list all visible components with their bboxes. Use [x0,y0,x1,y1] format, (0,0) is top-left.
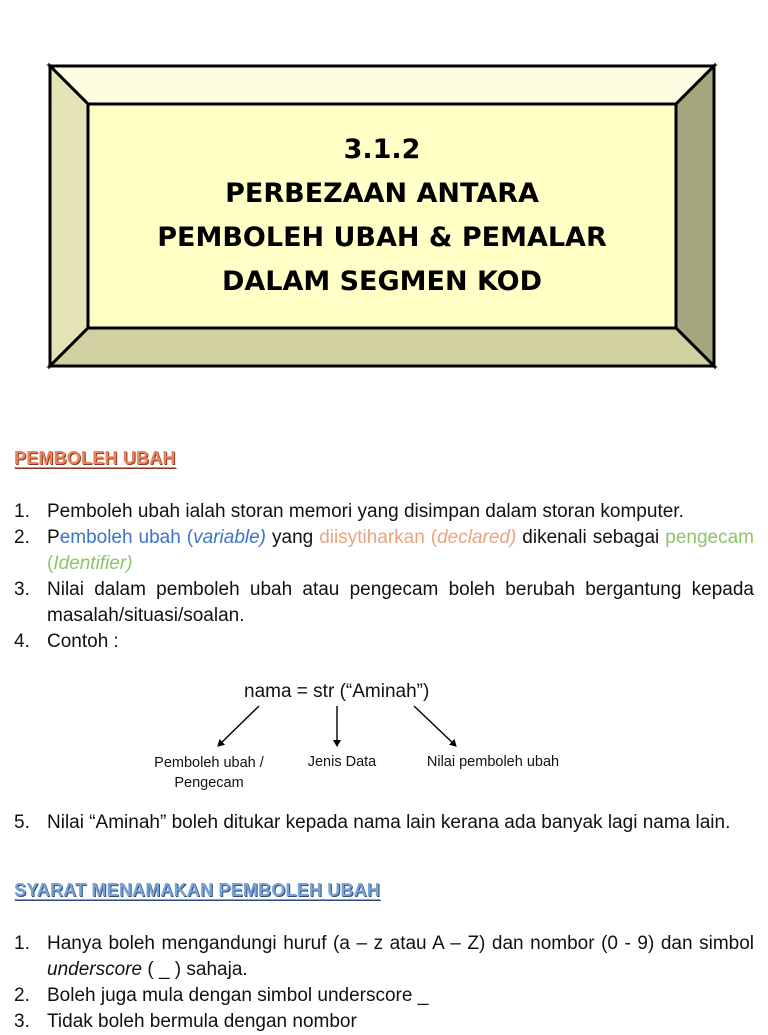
term-identifier: Identifier) [53,553,133,574]
label-variable-line1: Pemboleh ubah / [154,755,264,771]
item-text-part: ( _ ) sahaja. [142,959,248,980]
item-text: Contoh : [47,631,119,652]
item-text-part: Hanya boleh mengandungi huruf (a – z atau A – Z) dan nombor (0 - 9) dan simbol [47,933,754,954]
list-item [0,1009,754,1035]
title-line-2: PERBEZAAN ANTARA [225,178,539,209]
label-variable-line2: Pengecam [174,775,244,791]
arrow-to-variable [218,706,259,746]
section1-list-b [0,810,754,836]
label-data-type: Jenis Data [307,754,377,770]
item-number: 5. [14,812,30,833]
arrow-to-value [414,706,456,746]
section-heading-pemboleh-ubah: PEMBOLEH UBAH [14,448,176,468]
term-underscore: underscore [47,959,143,980]
item-number: 1. [14,933,30,954]
paren-open: ( [180,527,194,548]
label-variable-value: Nilai pemboleh ubah [426,754,560,770]
term-variable: variable) [193,527,267,548]
section-heading-syarat: SYARAT MENAMAKAN PEMBOLEH UBAH [14,880,381,900]
item-text: Nilai dalam pemboleh ubah atau pengecam boleh berubah bergantung kepada masalah/situasi/soalan. [47,579,754,626]
item-number: 3. [14,1011,30,1032]
item-text: Nilai “Aminah” boleh ditukar kepada nama lain kerana ada banyak lagi nama lain. [47,812,731,833]
item-number: 3. [14,579,30,600]
item-number: 2. [14,985,30,1006]
term-diisytiharkan: diisytiharkan [319,527,425,548]
code-example: nama = str (“Aminah”) [244,681,430,702]
title-line-3: PEMBOLEH UBAH & PEMALAR [157,222,607,253]
term-declared: declared) [437,527,517,548]
item-text: Pemboleh ubah ialah storan memori yang disimpan dalam storan komputer. [47,501,684,522]
item-text-part: yang [266,527,320,548]
list-item [0,810,754,836]
term-pemboleh-ubah: emboleh ubah [59,527,181,548]
paren-open: ( [424,527,438,548]
item-number: 1. [14,501,30,522]
list-item [0,931,754,983]
label-variable [136,753,282,793]
title-line-1: 3.1.2 [343,134,421,165]
item-number: 2. [14,527,30,548]
term-pengecam: pengecam [665,527,754,548]
section2-list [0,931,754,1035]
list-item [0,983,754,1009]
paren-open: ( [47,553,54,574]
item-text-part: P [47,527,60,548]
item-text-part: dikenali sebagai [516,527,666,548]
title-line-4: DALAM SEGMEN KOD [221,266,543,297]
item-text: Tidak boleh bermula dengan nombor [47,1011,357,1032]
item-text: Boleh juga mula dengan simbol underscore _ [47,985,429,1006]
item-number: 4. [14,631,30,652]
